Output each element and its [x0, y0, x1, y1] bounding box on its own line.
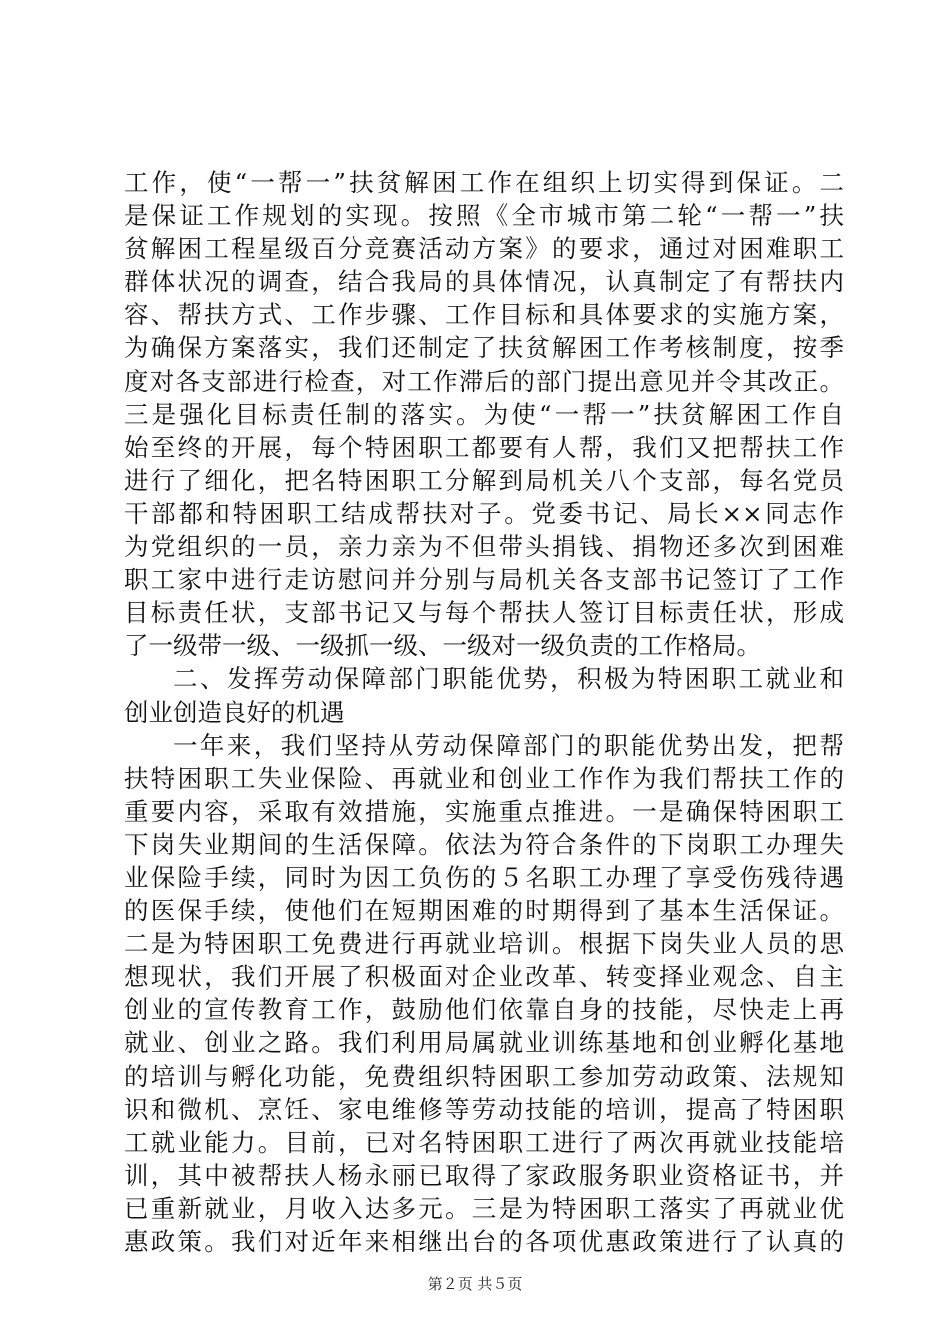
text-line: 了一级带一级、一级抓一级、一级对一级负责的工作格局。	[124, 631, 761, 661]
text-line: 目标责任状，支部书记又与每个帮扶人签订目标责任状，形成	[124, 598, 844, 628]
section-heading-line: 创业创造良好的机遇	[124, 697, 345, 727]
text-line: 训，其中被帮扶人杨永丽已取得了家政服务职业资格证书，并	[124, 1160, 844, 1190]
text-line: 干部都和特困职工结成帮扶对子。党委书记、局长××同志作	[124, 498, 844, 528]
text-line: 工作，使“一帮一”扶贫解困工作在组织上切实得到保证。二	[124, 168, 844, 197]
text-line: 始至终的开展，每个特困职工都要有人帮，我们又把帮扶工作	[124, 432, 844, 462]
text-line: 创业的宣传教育工作，鼓励他们依靠自身的技能，尽快走上再	[124, 995, 844, 1025]
text-line: 为党组织的一员，亲力亲为不但带头捐钱、捐物还多次到困难	[124, 532, 844, 562]
text-line: 扶特困职工失业保险、再就业和创业工作作为我们帮扶工作的	[124, 763, 844, 793]
text-line: 工就业能力。目前，已对名特困职工进行了两次再就业技能培	[124, 1127, 844, 1157]
text-line: 进行了细化，把名特困职工分解到局机关八个支部，每名党员	[124, 465, 844, 495]
document-body	[124, 166, 844, 1258]
text-line: 是保证工作规划的实现。按照《全市城市第二轮“一帮一”扶	[124, 201, 844, 231]
text-line: 二是为特困职工免费进行再就业培训。根据下岗失业人员的思	[124, 929, 844, 959]
text-line: 三是强化目标责任制的落实。为使“一帮一”扶贫解困工作自	[124, 399, 844, 429]
text-line: 想现状，我们开展了积极面对企业改革、转变择业观念、自主	[124, 962, 844, 992]
section-heading-line: 二、发挥劳动保障部门职能优势，积极为特困职工就业和	[173, 664, 844, 694]
text-line: 为确保方案落实，我们还制定了扶贫解困工作考核制度，按季	[124, 333, 844, 363]
text-line: 下岗失业期间的生活保障。依法为符合条件的下岗职工办理失	[124, 829, 844, 859]
text-line: 度对各支部进行检查，对工作滞后的部门提出意见并令其改正。	[124, 366, 844, 396]
text-line: 群体状况的调查，结合我局的具体情况，认真制定了有帮扶内	[124, 267, 844, 297]
page-number-footer: 第２页 共５页	[427, 1275, 523, 1293]
text-line: 容、帮扶方式、工作步骤、工作目标和具体要求的实施方案，	[124, 300, 844, 330]
text-line: 识和微机、烹饪、家电维修等劳动技能的培训，提高了特困职	[124, 1094, 844, 1124]
text-line: 职工家中进行走访慰问并分别与局机关各支部书记签订了工作	[124, 565, 844, 595]
text-line: 惠政策。我们对近年来相继出台的各项优惠政策进行了认真的	[124, 1227, 844, 1256]
text-line: 已重新就业，月收入达多元。三是为特困职工落实了再就业优	[124, 1193, 844, 1223]
text-line: 的医保手续，使他们在短期困难的时期得到了基本生活保证。	[124, 896, 844, 926]
text-line: 贫解困工程星级百分竞赛活动方案》的要求，通过对困难职工	[124, 234, 844, 264]
text-line: 业保险手续，同时为因工负伤的５名职工办理了享受伤残待遇	[124, 862, 844, 892]
text-line: 的培训与孵化功能，免费组织特困职工参加劳动政策、法规知	[124, 1061, 844, 1091]
text-line: 就业、创业之路。我们利用局属就业训练基地和创业孵化基地	[124, 1028, 844, 1058]
text-line: 一年来，我们坚持从劳动保障部门的职能优势出发，把帮	[173, 730, 844, 760]
text-line: 重要内容，采取有效措施，实施重点推进。一是确保特困职工	[124, 796, 844, 826]
